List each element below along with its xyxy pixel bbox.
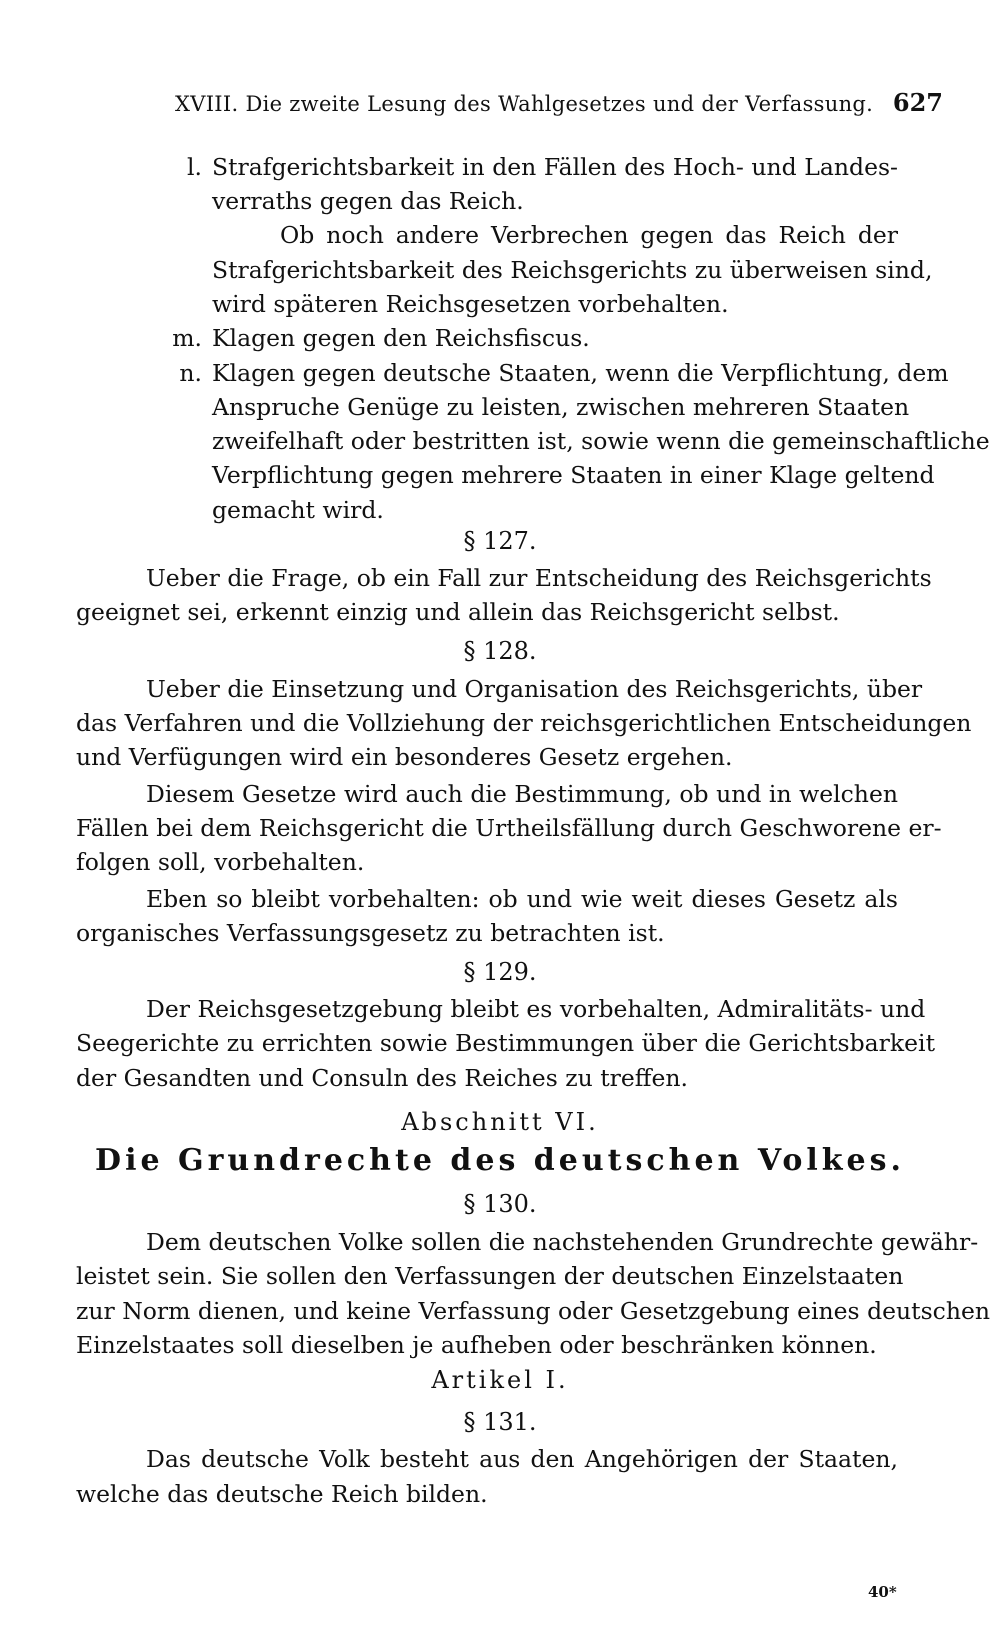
item-marker-l: l. [187, 153, 202, 181]
text-line: folgen soll, vorbehalten. [76, 848, 365, 876]
text-line: Das deutsche Volk besteht aus den Angehörigen der Staaten, [146, 1445, 898, 1473]
text-line: Seegerichte zu errichten sowie Bestimmungen über die Gerichtsbarkeit [76, 1029, 936, 1057]
section-heading-128: § 128. [463, 637, 537, 665]
text-line: geeignet sei, erkennt einzig und allein das Reichsgericht selbst. [76, 598, 840, 626]
text-line: Ueber die Frage, ob ein Fall zur Entscheidung des Reichsgerichts [146, 564, 932, 592]
text-line: Fällen bei dem Reichsgericht die Urtheilsfällung durch Geschworene er- [76, 814, 942, 842]
text-line: leistet sein. Sie sollen den Verfassungen der deutschen Einzelstaaten [76, 1262, 904, 1290]
text-line: Einzelstaates soll dieselben je aufheben oder beschränken können. [76, 1331, 877, 1359]
text-line: das Verfahren und die Vollziehung der reichsgerichtlichen Entscheidungen [76, 709, 972, 737]
section-heading-127: § 127. [463, 527, 537, 555]
text-line: welche das deutsche Reich bilden. [76, 1480, 488, 1508]
text-line: Eben so bleibt vorbehalten: ob und wie weit dieses Gesetz als [146, 885, 898, 913]
running-header [175, 88, 943, 124]
item-marker-m: m. [172, 324, 202, 352]
text-line: Strafgerichtsbarkeit in den Fällen des Hoch- und Landes- [212, 153, 898, 181]
item-marker-n: n. [179, 359, 202, 387]
header-title: XVIII. Die zweite Lesung des Wahlgesetzes und der Verfassung. [175, 92, 874, 116]
text-line: wird späteren Reichsgesetzen vorbehalten. [212, 290, 729, 318]
text-line: gemacht wird. [212, 496, 384, 524]
text-line: organisches Verfassungsgesetz zu betrachten ist. [76, 919, 665, 947]
section-heading-130: § 130. [463, 1190, 537, 1218]
text-line: Anspruche Genüge zu leisten, zwischen mehreren Staaten [212, 393, 910, 421]
section-heading-129: § 129. [463, 958, 537, 986]
text-line: zweifelhaft oder bestritten ist, sowie wenn die gemeinschaftliche [212, 427, 990, 455]
text-line: Dem deutschen Volke sollen die nachstehenden Grundrechte gewähr- [146, 1228, 979, 1256]
chapter-title: Die Grundrechte des deutschen Volkes. [95, 1143, 905, 1178]
text-line: Klagen gegen den Reichsfiscus. [212, 324, 590, 352]
text-line: Ob noch andere Verbrechen gegen das Reich der [280, 221, 898, 249]
signature-mark: 40* [868, 1583, 897, 1601]
text-line: zur Norm dienen, und keine Verfassung oder Gesetzgebung eines deutschen [76, 1297, 990, 1325]
text-line: Strafgerichtsbarkeit des Reichsgerichts zu überweisen sind, [212, 256, 933, 284]
chapter-label: Abschnitt VI. [401, 1108, 599, 1136]
text-line: Klagen gegen deutsche Staaten, wenn die Verpflichtung, dem [212, 359, 949, 387]
page-number: 627 [892, 88, 943, 117]
text-line: verraths gegen das Reich. [212, 187, 524, 215]
text-line: Ueber die Einsetzung und Organisation des Reichsgerichts, über [146, 675, 923, 703]
text-line: der Gesandten und Consuln des Reiches zu treffen. [76, 1064, 689, 1092]
section-heading-131: § 131. [463, 1408, 537, 1436]
article-label: Artikel I. [431, 1366, 569, 1394]
text-line: Diesem Gesetze wird auch die Bestimmung, ob und in welchen [146, 780, 898, 808]
text-line: Verpflichtung gegen mehrere Staaten in einer Klage geltend [212, 461, 935, 489]
text-line: Der Reichsgesetzgebung bleibt es vorbehalten, Admiralitäts- und [146, 995, 926, 1023]
text-line: und Verfügungen wird ein besonderes Gesetz ergehen. [76, 743, 733, 771]
